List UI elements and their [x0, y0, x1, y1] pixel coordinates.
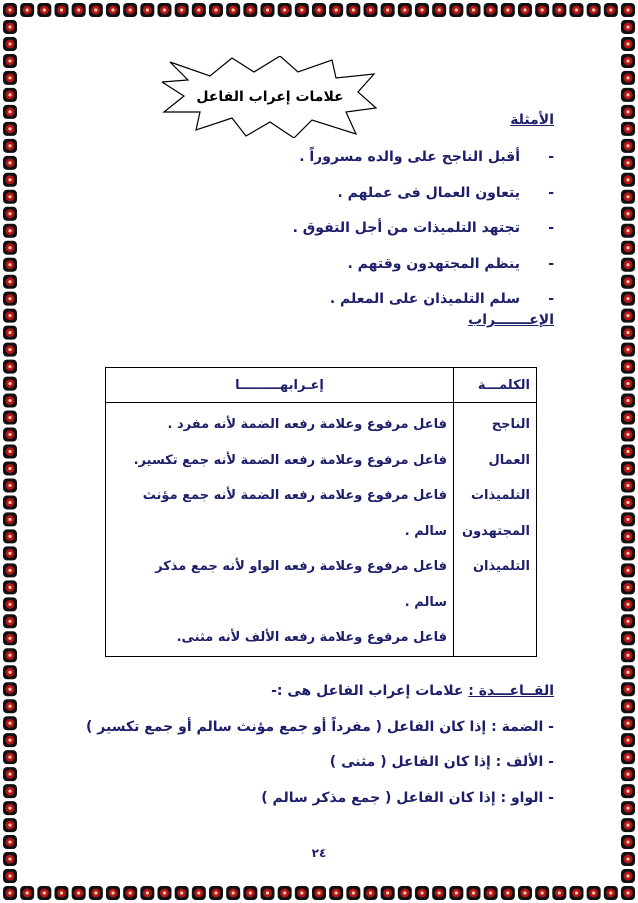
examples-heading: الأمثلة — [510, 112, 554, 128]
table-cell-irab: فاعل مرفوع وعلامة رفعه الضمة لأنه جمع مؤنث — [142, 488, 447, 503]
table-header-row — [106, 368, 537, 403]
rule-item: - الضمة : إذا كان الفاعل ( مفرداً أو جمع مؤنث سالم أو جمع تكسير ) — [86, 718, 554, 735]
table-cell-word: التلميذات — [470, 488, 530, 503]
rule-intro-text: علامات إعراب الفاعل هى :- — [271, 683, 464, 699]
rule-item: - الألف : إذا كان الفاعل ( مثنى ) — [329, 754, 554, 770]
header-irab: إعـرابهـــــــــا — [106, 368, 454, 403]
page-number: ٢٤ — [311, 846, 327, 860]
example-item: -أقبل الناجح على والده مسروراً . — [299, 149, 554, 165]
examples-list — [114, 140, 554, 318]
table-cell-irab: سالم . — [404, 523, 447, 539]
table-cell-irab: فاعل مرفوع وعلامة رفعه الضمة لأنه جمع تكسير. — [133, 452, 447, 468]
example-item: -تجتهد التلميذات من أجل التفوق . — [292, 220, 554, 236]
example-item: -يتعاون العمال فى عملهم . — [337, 184, 554, 201]
example-item: -ينظم المجتهدون وقتهم . — [347, 255, 554, 272]
table-row — [106, 403, 537, 657]
table-cell-word: التلميذان — [472, 559, 530, 574]
table-cell-word: المجتهدون — [462, 523, 530, 539]
page-title: علامات إعراب الفاعل — [196, 89, 344, 105]
example-item: -سلم التلميذان على المعلم . — [329, 291, 554, 307]
header-word: الكلمـــة — [454, 368, 537, 403]
rule-heading: القــاعـــدة : — [468, 683, 554, 699]
table-cell-irab: فاعل مرفوع وعلامة رفعه الضمة لأنه مفرد . — [167, 417, 447, 432]
table-cell-word: الناجح — [491, 417, 530, 432]
title-starburst — [162, 56, 378, 138]
table-cell-irab: فاعل مرفوع وعلامة رفعه الألف لأنه مثنى. — [176, 630, 447, 645]
table-cell-word: العمال — [488, 452, 530, 468]
rule-item: - الواو : إذا كان الفاعل ( جمع مذكر سالم ) — [261, 789, 554, 806]
irab-column — [106, 403, 454, 657]
irab-table — [105, 367, 537, 657]
irab-heading: الإعـــــــراب — [468, 312, 554, 328]
rule-section — [54, 674, 554, 816]
rule-intro — [54, 674, 554, 710]
table-cell-irab: سالم . — [404, 594, 447, 610]
word-column — [454, 403, 537, 657]
table-cell-irab: فاعل مرفوع وعلامة رفعه الواو لأنه جمع مذكر — [155, 559, 447, 574]
